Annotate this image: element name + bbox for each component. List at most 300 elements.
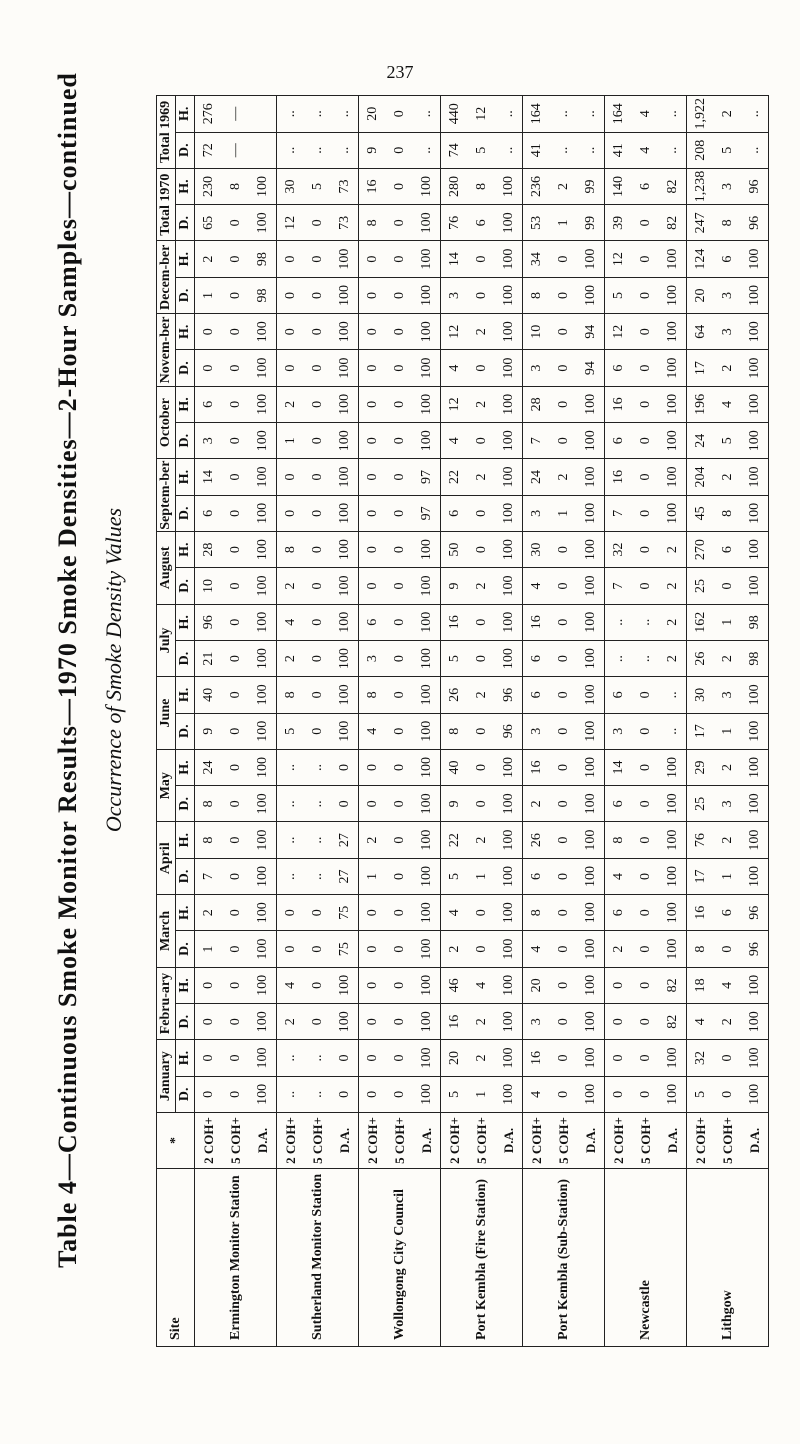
table-cell: 4 xyxy=(523,931,551,967)
table-cell: 16 xyxy=(523,1040,551,1076)
header-d: D. xyxy=(176,423,195,459)
table-cell: 7 xyxy=(605,495,633,531)
table-cell: 0 xyxy=(632,241,659,277)
table-cell: 0 xyxy=(550,895,577,931)
table-cell: 100 xyxy=(249,168,277,204)
table-cell: 100 xyxy=(331,713,359,749)
table-cell: 0 xyxy=(195,1004,223,1040)
threshold-label: 2 COH+ xyxy=(687,1113,715,1169)
table-cell: 98 xyxy=(741,640,769,676)
table-cell: 20 xyxy=(359,96,387,133)
table-cell: 100 xyxy=(741,568,769,604)
table-cell: 100 xyxy=(249,1076,277,1112)
threshold-label: D.A. xyxy=(659,1113,687,1169)
header-h: H. xyxy=(176,822,195,858)
header-month: Decem-ber xyxy=(157,241,176,314)
header-d: D. xyxy=(176,350,195,386)
table-cell: 98 xyxy=(249,277,277,313)
table-cell: 0 xyxy=(195,1076,223,1112)
table-cell: 100 xyxy=(331,277,359,313)
table-cell: 16 xyxy=(687,895,715,931)
table-cell: 1 xyxy=(468,1076,495,1112)
table-cell: 0 xyxy=(550,677,577,713)
table-cell: 100 xyxy=(741,423,769,459)
table-cell: 2 xyxy=(468,568,495,604)
table-cell: 0 xyxy=(468,241,495,277)
threshold-label: 2 COH+ xyxy=(359,1113,387,1169)
table-cell: 3 xyxy=(714,168,741,204)
header-month: March xyxy=(157,895,176,968)
table-cell: 0 xyxy=(632,858,659,894)
table-cell: 0 xyxy=(386,1004,413,1040)
table-row xyxy=(577,96,605,1347)
table-cell: 6 xyxy=(714,532,741,568)
table-cell: 0 xyxy=(304,314,331,350)
table-cell: 1 xyxy=(550,205,577,241)
table-cell: 0 xyxy=(632,568,659,604)
table-cell: 100 xyxy=(249,1040,277,1076)
table-cell: 73 xyxy=(331,205,359,241)
table-cell: 204 xyxy=(687,459,715,495)
table-cell: 4 xyxy=(687,1004,715,1040)
table-cell: 100 xyxy=(413,241,441,277)
table-cell: 12 xyxy=(468,96,495,133)
table-cell: 0 xyxy=(277,931,305,967)
table-cell: .. xyxy=(304,822,331,858)
table-cell: 0 xyxy=(468,931,495,967)
table-cell: 100 xyxy=(331,640,359,676)
table-cell: 0 xyxy=(386,931,413,967)
table-cell: 2 xyxy=(468,314,495,350)
table-cell: 4 xyxy=(632,96,659,133)
table-cell: 0 xyxy=(468,895,495,931)
table-cell: 0 xyxy=(222,858,249,894)
table-cell: 12 xyxy=(605,314,633,350)
table-cell: 26 xyxy=(687,640,715,676)
table-cell: 0 xyxy=(359,786,387,822)
threshold-label: 5 COH+ xyxy=(468,1113,495,1169)
table-cell: 100 xyxy=(331,241,359,277)
table-cell: 100 xyxy=(659,1076,687,1112)
table-cell: 2 xyxy=(468,1040,495,1076)
table-cell: 0 xyxy=(468,495,495,531)
table-row xyxy=(441,96,469,1347)
table-cell: 73 xyxy=(331,168,359,204)
table-cell: 236 xyxy=(523,168,551,204)
table-cell: 5 xyxy=(687,1076,715,1112)
table-cell: 39 xyxy=(605,205,633,241)
table-cell: 5 xyxy=(441,640,469,676)
header-month: June xyxy=(157,677,176,750)
table-cell: 3 xyxy=(523,350,551,386)
table-cell: 247 xyxy=(687,205,715,241)
table-cell: 8 xyxy=(523,277,551,313)
table-cell: 26 xyxy=(523,822,551,858)
table-cell: 100 xyxy=(495,749,523,785)
table-cell: 50 xyxy=(441,532,469,568)
table-cell: 100 xyxy=(249,495,277,531)
table-cell: 2 xyxy=(714,749,741,785)
table-cell: 0 xyxy=(222,277,249,313)
table-cell: .. xyxy=(659,132,687,168)
table-cell: 8 xyxy=(714,205,741,241)
table-cell: 3 xyxy=(523,1004,551,1040)
table-cell: 0 xyxy=(632,314,659,350)
table-cell: 0 xyxy=(468,786,495,822)
threshold-label: D.A. xyxy=(249,1113,277,1169)
table-cell: 0 xyxy=(386,205,413,241)
table-cell: 100 xyxy=(249,895,277,931)
table-cell: 0 xyxy=(222,350,249,386)
table-cell: 6 xyxy=(523,677,551,713)
table-cell: 18 xyxy=(687,967,715,1003)
table-row xyxy=(523,96,551,1347)
table-cell: 0 xyxy=(632,713,659,749)
table-row xyxy=(277,96,305,1347)
table-cell: 0 xyxy=(550,350,577,386)
table-cell: 97 xyxy=(413,459,441,495)
header-d: D. xyxy=(176,277,195,313)
table-cell: 100 xyxy=(741,677,769,713)
table-cell: 16 xyxy=(441,1004,469,1040)
table-cell: 100 xyxy=(577,604,605,640)
table-cell: 3 xyxy=(714,677,741,713)
table-cell: 0 xyxy=(386,495,413,531)
table-cell: 0 xyxy=(359,350,387,386)
table-cell: 100 xyxy=(495,205,523,241)
table-cell: 40 xyxy=(195,677,223,713)
table-cell: 164 xyxy=(523,96,551,133)
table-cell: 6 xyxy=(468,205,495,241)
table-cell: 100 xyxy=(495,386,523,422)
table-cell: 0 xyxy=(304,386,331,422)
table-cell: 0 xyxy=(550,386,577,422)
table-cell: 100 xyxy=(249,640,277,676)
table-cell: 0 xyxy=(386,749,413,785)
site-name: Sutherland Monitor Station xyxy=(277,1169,359,1347)
table-cell: .. xyxy=(632,604,659,640)
table-cell xyxy=(249,132,277,168)
header-month: October xyxy=(157,386,176,459)
table-cell: 16 xyxy=(605,459,633,495)
table-cell: 0 xyxy=(304,205,331,241)
table-row xyxy=(741,96,769,1347)
table-cell: 100 xyxy=(577,640,605,676)
table-cell: 0 xyxy=(632,931,659,967)
table-cell: 100 xyxy=(331,459,359,495)
site-name: Port Kembla (Sub-Station) xyxy=(523,1169,605,1347)
table-cell: 6 xyxy=(605,423,633,459)
table-cell: 100 xyxy=(413,786,441,822)
table-cell: 40 xyxy=(441,749,469,785)
table-cell: .. xyxy=(331,96,359,133)
table-cell: 100 xyxy=(659,495,687,531)
threshold-label: 2 COH+ xyxy=(277,1113,305,1169)
table-cell: 0 xyxy=(277,241,305,277)
table-cell: 100 xyxy=(495,350,523,386)
table-cell: 0 xyxy=(550,1040,577,1076)
table-cell: 100 xyxy=(249,822,277,858)
table-cell: 0 xyxy=(386,640,413,676)
table-cell: .. xyxy=(277,822,305,858)
table-row xyxy=(386,96,413,1347)
table-cell: 280 xyxy=(441,168,469,204)
table-cell: 12 xyxy=(441,314,469,350)
table-cell: .. xyxy=(413,96,441,133)
table-cell: 0 xyxy=(550,1004,577,1040)
table-cell: 100 xyxy=(495,241,523,277)
table-cell: 8 xyxy=(523,895,551,931)
table-cell: 100 xyxy=(413,532,441,568)
table-cell: 0 xyxy=(632,277,659,313)
table-cell: 100 xyxy=(495,495,523,531)
table-cell: 100 xyxy=(495,1076,523,1112)
table-row xyxy=(249,96,277,1347)
table-cell: 0 xyxy=(304,640,331,676)
table-cell: 0 xyxy=(331,749,359,785)
header-h: H. xyxy=(176,314,195,350)
table-cell: 96 xyxy=(741,931,769,967)
table-cell: 0 xyxy=(359,386,387,422)
table-cell: .. xyxy=(577,132,605,168)
table-cell: 0 xyxy=(359,568,387,604)
table-cell: 1 xyxy=(714,604,741,640)
table-cell: 100 xyxy=(659,1040,687,1076)
table-cell: 100 xyxy=(413,386,441,422)
table-cell: 0 xyxy=(222,1076,249,1112)
table-cell: 0 xyxy=(222,895,249,931)
table-cell: 53 xyxy=(523,205,551,241)
table-row xyxy=(468,96,495,1347)
table-cell: 64 xyxy=(687,314,715,350)
table-cell: 100 xyxy=(331,677,359,713)
table-cell: 5 xyxy=(441,1076,469,1112)
table-cell: .. xyxy=(277,858,305,894)
table-cell: 100 xyxy=(413,314,441,350)
table-cell: 0 xyxy=(386,168,413,204)
table-cell: 100 xyxy=(331,314,359,350)
table-cell: 2 xyxy=(659,532,687,568)
page-number: 237 xyxy=(386,62,414,82)
table-cell: 4 xyxy=(523,1076,551,1112)
table-cell: .. xyxy=(277,1076,305,1112)
table-cell: 0 xyxy=(222,532,249,568)
table-cell: 0 xyxy=(304,277,331,313)
table-cell: 75 xyxy=(331,895,359,931)
header-d: D. xyxy=(176,1004,195,1040)
table-cell: 8 xyxy=(441,713,469,749)
header-h: H. xyxy=(176,96,195,133)
table-cell: 0 xyxy=(550,931,577,967)
table-cell: 0 xyxy=(714,931,741,967)
table-cell: 0 xyxy=(632,1076,659,1112)
table-cell: 0 xyxy=(468,749,495,785)
table-cell: 100 xyxy=(495,1004,523,1040)
table-cell: 100 xyxy=(249,386,277,422)
table-cell: 0 xyxy=(550,967,577,1003)
table-cell: 3 xyxy=(714,314,741,350)
table-cell: 96 xyxy=(741,205,769,241)
table-cell: .. xyxy=(277,96,305,133)
header-d: D. xyxy=(176,495,195,531)
table-cell: 9 xyxy=(359,132,387,168)
header-d: D. xyxy=(176,858,195,894)
table-cell: 0 xyxy=(550,277,577,313)
table-cell: 0 xyxy=(386,423,413,459)
table-cell: 100 xyxy=(413,822,441,858)
table-cell: 25 xyxy=(687,568,715,604)
table-cell: .. xyxy=(495,132,523,168)
table-cell: .. xyxy=(277,786,305,822)
table-cell: 100 xyxy=(495,1040,523,1076)
table-cell: 27 xyxy=(331,822,359,858)
table-cell: 100 xyxy=(331,967,359,1003)
table-cell: .. xyxy=(605,604,633,640)
table-cell: 4 xyxy=(441,350,469,386)
table-cell: 0 xyxy=(386,96,413,133)
table-cell: 100 xyxy=(413,205,441,241)
table-cell: 1 xyxy=(714,713,741,749)
table-cell: 0 xyxy=(632,895,659,931)
header-h: H. xyxy=(176,967,195,1003)
table-cell: 22 xyxy=(441,459,469,495)
table-cell: 100 xyxy=(249,568,277,604)
table-cell: 5 xyxy=(714,423,741,459)
header-h: H. xyxy=(176,241,195,277)
table-cell: 0 xyxy=(386,568,413,604)
header-star: * xyxy=(157,1113,195,1169)
table-cell: 100 xyxy=(413,277,441,313)
table-cell: 0 xyxy=(468,604,495,640)
table-cell: 0 xyxy=(304,532,331,568)
table-cell: 94 xyxy=(577,350,605,386)
table-cell: 0 xyxy=(386,895,413,931)
table-cell: 20 xyxy=(687,277,715,313)
table-cell: 100 xyxy=(577,931,605,967)
table-cell: 4 xyxy=(359,713,387,749)
table-cell: 0 xyxy=(222,822,249,858)
table-cell: 3 xyxy=(359,640,387,676)
table-cell: 0 xyxy=(605,1040,633,1076)
table-cell: 100 xyxy=(413,931,441,967)
table-cell: 0 xyxy=(304,713,331,749)
threshold-label: 2 COH+ xyxy=(523,1113,551,1169)
table-cell: 100 xyxy=(577,895,605,931)
table-cell: 100 xyxy=(249,350,277,386)
table-cell: 100 xyxy=(413,350,441,386)
table-cell: 0 xyxy=(331,1040,359,1076)
table-cell: 100 xyxy=(495,168,523,204)
title-block xyxy=(45,20,165,1320)
threshold-label: 5 COH+ xyxy=(632,1113,659,1169)
table-cell: 2 xyxy=(277,386,305,422)
table-cell: 76 xyxy=(687,822,715,858)
table-cell: .. xyxy=(277,132,305,168)
table-cell: 100 xyxy=(413,640,441,676)
table-cell: 100 xyxy=(741,532,769,568)
site-name: Newcastle xyxy=(605,1169,687,1347)
table-cell: 0 xyxy=(331,1076,359,1112)
table-cell: 5 xyxy=(468,132,495,168)
table-cell: 100 xyxy=(413,895,441,931)
table-cell: 100 xyxy=(577,568,605,604)
table-cell: .. xyxy=(277,1040,305,1076)
table-cell: 100 xyxy=(249,967,277,1003)
table-cell: 16 xyxy=(523,749,551,785)
table-cell: 0 xyxy=(468,532,495,568)
table-cell: 46 xyxy=(441,967,469,1003)
table-cell: 96 xyxy=(741,895,769,931)
table-cell: 0 xyxy=(304,423,331,459)
table-cell: 100 xyxy=(413,967,441,1003)
table-cell: 0 xyxy=(550,604,577,640)
table-cell: 100 xyxy=(495,459,523,495)
table-cell: 1 xyxy=(359,858,387,894)
table-cell: 8 xyxy=(222,168,249,204)
table-cell: 100 xyxy=(577,277,605,313)
table-cell: 270 xyxy=(687,532,715,568)
table-cell: 100 xyxy=(741,858,769,894)
site-name: Ermington Monitor Station xyxy=(195,1169,277,1347)
table-cell: 0 xyxy=(550,241,577,277)
table-cell: 32 xyxy=(687,1040,715,1076)
header-site: Site xyxy=(157,1169,195,1347)
table-cell: 2 xyxy=(277,640,305,676)
table-cell: 0 xyxy=(195,314,223,350)
table-cell: 100 xyxy=(659,277,687,313)
table-cell: 4 xyxy=(441,423,469,459)
table-cell: 0 xyxy=(632,1040,659,1076)
table-cell: 0 xyxy=(550,423,577,459)
table-cell: 6 xyxy=(523,858,551,894)
threshold-label: D.A. xyxy=(577,1113,605,1169)
threshold-label: 2 COH+ xyxy=(195,1113,223,1169)
table-cell: 0 xyxy=(359,423,387,459)
table-cell: 17 xyxy=(687,350,715,386)
table-cell: 164 xyxy=(605,96,633,133)
table-cell: 2 xyxy=(195,895,223,931)
table-cell: .. xyxy=(304,1076,331,1112)
table-cell: 2 xyxy=(468,1004,495,1040)
table-cell: 14 xyxy=(441,241,469,277)
table-cell: 0 xyxy=(304,350,331,386)
table-cell: 100 xyxy=(577,495,605,531)
table-cell: 99 xyxy=(577,168,605,204)
table-cell: 100 xyxy=(331,568,359,604)
table-cell: 0 xyxy=(550,749,577,785)
table-cell: 0 xyxy=(386,532,413,568)
table-cell: 0 xyxy=(195,1040,223,1076)
table-cell: 0 xyxy=(386,386,413,422)
threshold-label: 2 COH+ xyxy=(605,1113,633,1169)
table-cell: 100 xyxy=(413,423,441,459)
table-cell: 0 xyxy=(359,314,387,350)
table-cell: 76 xyxy=(441,205,469,241)
table-cell: 12 xyxy=(277,205,305,241)
table-cell: 100 xyxy=(495,895,523,931)
site-name: Wollongong City Council xyxy=(359,1169,441,1347)
table-cell: 10 xyxy=(195,568,223,604)
table-cell: 4 xyxy=(277,967,305,1003)
table-cell: 100 xyxy=(495,967,523,1003)
table-cell: 8 xyxy=(277,532,305,568)
table-cell: .. xyxy=(741,132,769,168)
table-cell: 0 xyxy=(550,713,577,749)
table-cell: 2 xyxy=(550,459,577,495)
table-cell: 0 xyxy=(304,895,331,931)
table-cell: 2 xyxy=(523,786,551,822)
table-cell: 22 xyxy=(441,822,469,858)
